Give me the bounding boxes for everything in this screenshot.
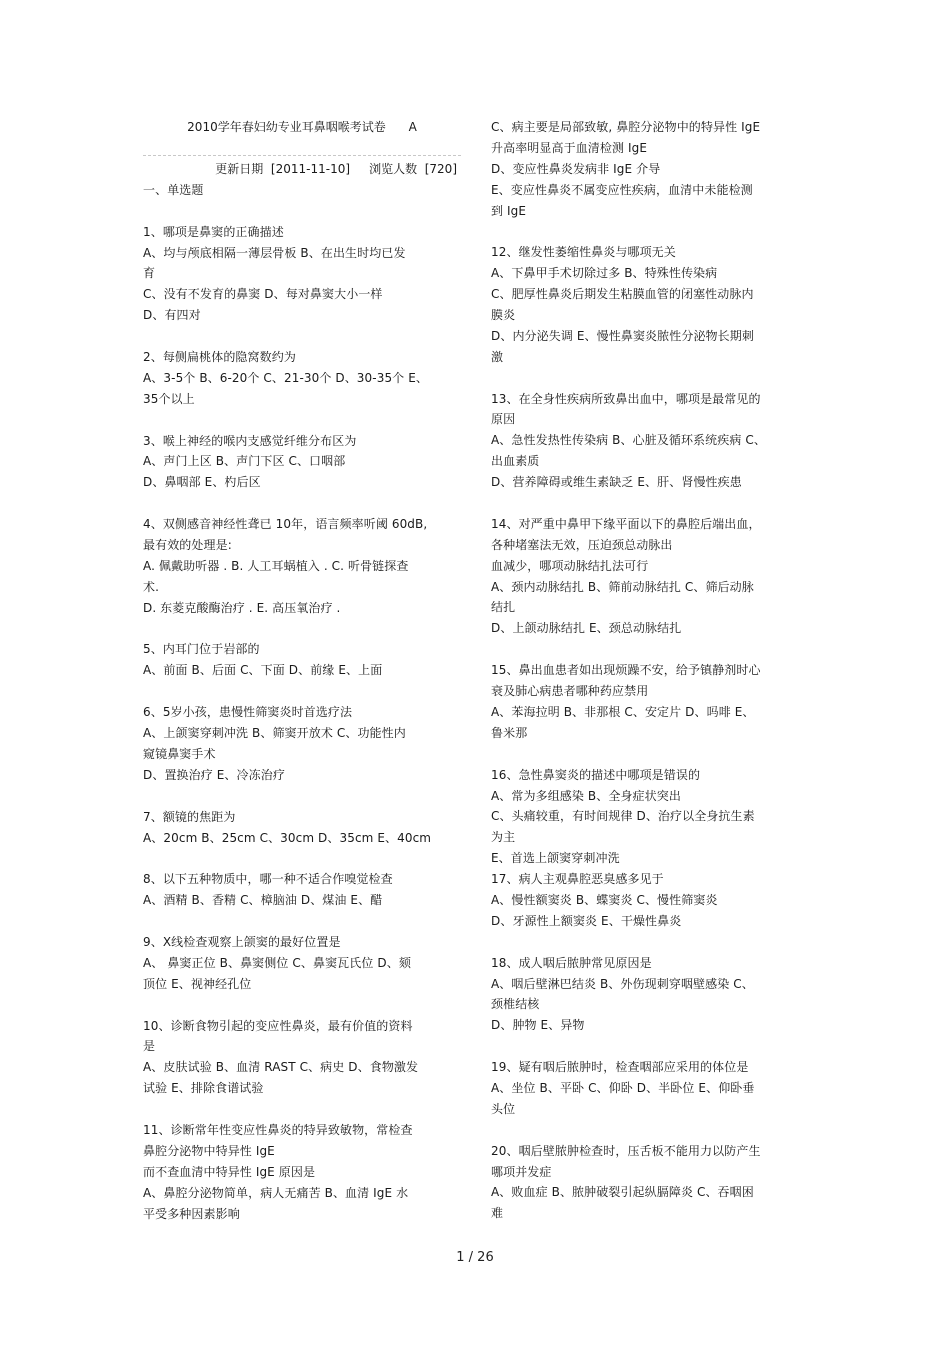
question-text: 13、在全身性疾病所致鼻出血中，哪项是最常见的 bbox=[491, 391, 761, 406]
question-text: 20、咽后壁脓肿检查时，压舌板不能用力以防产生 bbox=[491, 1143, 761, 1158]
question-line: A、颈内动脉结扎 B、筛前动脉结扎 C、筛后动脉 bbox=[491, 579, 754, 594]
question-line: A、咽后壁淋巴结炎 B、外伤现刺穿咽壁感染 C、 bbox=[491, 976, 754, 991]
question-line: 出血素质 bbox=[491, 454, 540, 469]
question-text: 9、X线检查观察上颌窦的最好位置是 bbox=[143, 934, 341, 949]
question-line: A、20cm B、25cm C、30cm D、35cm E、40cm bbox=[143, 830, 432, 845]
question-line: 难 bbox=[491, 1206, 504, 1221]
exam-title: 2010学年春妇幼专业耳鼻咽喉考试卷 A bbox=[187, 120, 417, 134]
question-text: 4、双侧感音神经性聋已 10年，语言频率听阈 60dB, bbox=[143, 517, 428, 532]
question-block bbox=[491, 869, 811, 932]
question-line: 衰及肺心病患者哪种药应禁用 bbox=[491, 684, 649, 699]
question-block bbox=[143, 1016, 461, 1100]
question-line: D、营养障碍或维生素缺乏 E、肝、肾慢性疾患 bbox=[491, 475, 742, 490]
question-block bbox=[491, 660, 811, 744]
question-text: 19、疑有咽后脓肿时，检查咽部应采用的体位是 bbox=[491, 1060, 749, 1075]
question-line: A、酒精 B、香精 C、樟脑油 D、煤油 E、醋 bbox=[143, 893, 383, 908]
question-text: 14、对严重中鼻甲下缘平面以下的鼻腔后端出血， bbox=[491, 516, 761, 531]
question-text: 16、急性鼻窦炎的描述中哪项是错误的 bbox=[491, 767, 701, 782]
question-text: 15、鼻出血患者如出现烦躁不安，给予镇静剂时心 bbox=[491, 663, 761, 678]
question-block bbox=[491, 1141, 811, 1225]
question-line: A. 佩戴助听器 . B. 人工耳蜗植入 . C. 听骨链探查 bbox=[143, 558, 409, 573]
question-line: 最有效的处理是: bbox=[143, 538, 232, 553]
question-text: 5、内耳门位于岩部的 bbox=[143, 642, 260, 657]
question-text: 17、病人主观鼻腔恶臭感多见于 bbox=[491, 872, 664, 887]
question-line: D、置换治疗 E、冷冻治疗 bbox=[143, 767, 285, 782]
question-text: 8、以下五种物质中，哪一种不适合作嗅觉检查 bbox=[143, 872, 393, 887]
question-line: 为主 bbox=[491, 830, 516, 845]
question-line: A、前面 B、后面 C、下面 D、前缘 E、上面 bbox=[143, 663, 383, 678]
question-line: D、变应性鼻炎发病非 IgE 介导 bbox=[491, 161, 661, 176]
question-line: A、3-5个 B、6-20个 C、21-30个 D、30-35个 E、 bbox=[143, 370, 428, 385]
question-line: 窥镜鼻窦手术 bbox=[143, 746, 216, 761]
question-block bbox=[143, 431, 461, 494]
question-block bbox=[491, 1057, 811, 1120]
question-line: 血减少，哪项动脉结扎法可行 bbox=[491, 558, 649, 573]
question-line: E、变应性鼻炎不属变应性疾病，血清中未能检测 bbox=[491, 182, 753, 197]
question-line: 哪项并发症 bbox=[491, 1164, 552, 1179]
question-block bbox=[491, 242, 811, 367]
question-block bbox=[143, 347, 461, 410]
question-line: A、常为多组感染 B、全身症状突出 bbox=[491, 788, 681, 803]
question-line: C、没有不发育的鼻窦 D、每对鼻窦大小一样 bbox=[143, 287, 383, 302]
question-block bbox=[143, 222, 461, 326]
question-line: 原因 bbox=[491, 412, 516, 427]
question-block bbox=[143, 807, 461, 849]
left-column bbox=[143, 117, 461, 1224]
question-line: A、声门上区 B、声门下区 C、口咽部 bbox=[143, 454, 346, 469]
question-line: D、有四对 bbox=[143, 308, 201, 323]
question-text: 10、诊断食物引起的变应性鼻炎，最有价值的资料 bbox=[143, 1018, 413, 1033]
question-line: 结扎 bbox=[491, 600, 516, 615]
question-line: D、内分泌失调 E、慢性鼻窦炎脓性分泌物长期刺 bbox=[491, 328, 754, 343]
question-text: C、病主要是局部致敏, 鼻腔分泌物中的特异性 IgE bbox=[491, 120, 761, 134]
question-line: 膜炎 bbox=[491, 308, 516, 323]
question-line: C、肥厚性鼻炎后期发生粘膜血管的闭塞性动脉内 bbox=[491, 287, 754, 302]
question-line: A、鼻腔分泌物简单，病人无痛苦 B、血清 IgE 水 bbox=[143, 1185, 409, 1200]
question-line: 激 bbox=[491, 349, 504, 364]
question-line: 头位 bbox=[491, 1101, 516, 1116]
question-text: 1、哪项是鼻窦的正确描述 bbox=[143, 224, 284, 239]
question-line: A、下鼻甲手术切除过多 B、特殊性传染病 bbox=[491, 266, 718, 281]
question-line: 各种堵塞法无效，压迫颈总动脉出 bbox=[491, 537, 673, 552]
section-heading: 一、单选题 bbox=[143, 182, 204, 197]
left-questions bbox=[143, 222, 461, 1225]
question-text: 18、成人咽后脓肿常见原因是 bbox=[491, 955, 652, 970]
question-line: A、败血症 B、脓肿破裂引起纵膈障炎 C、吞咽困 bbox=[491, 1185, 754, 1200]
question-line: 到 IgE bbox=[491, 203, 527, 218]
question-line: 育 bbox=[143, 266, 156, 281]
question-block bbox=[143, 639, 461, 681]
question-block bbox=[143, 514, 461, 618]
question-line: 术. bbox=[143, 579, 160, 594]
question-line: A、坐位 B、平卧 C、仰卧 D、半卧位 E、仰卧垂 bbox=[491, 1080, 755, 1095]
question-block bbox=[491, 953, 811, 1037]
question-line: A、急性发热性传染病 B、心脏及循环系统疾病 C、 bbox=[491, 433, 766, 448]
right-column bbox=[491, 117, 811, 1224]
question-text: 2、每侧扁桃体的隐窝数约为 bbox=[143, 350, 296, 365]
question-line: 颈椎结核 bbox=[491, 997, 540, 1012]
question-line: A、皮肤试验 B、血清 RAST C、病史 D、食物激发 bbox=[143, 1060, 419, 1075]
question-text: 11、诊断常年性变应性鼻炎的特异致敏物，常检查 bbox=[143, 1122, 413, 1137]
update-info: 更新日期 [2011-11-10] 浏览人数 [720] bbox=[215, 162, 457, 176]
question-text: 7、额镜的焦距为 bbox=[143, 809, 236, 824]
question-line: A、苯海拉明 B、非那根 C、安定片 D、吗啡 E、 bbox=[491, 704, 755, 719]
question-block bbox=[143, 869, 461, 911]
question-line: A、均与颅底相隔一薄层骨板 B、在出生时均已发 bbox=[143, 245, 406, 260]
question-block bbox=[491, 117, 811, 221]
question-line: A、慢性额窦炎 B、蝶窦炎 C、慢性筛窦炎 bbox=[491, 892, 718, 907]
question-block bbox=[491, 389, 811, 493]
question-line: D、上颌动脉结扎 E、颈总动脉结扎 bbox=[491, 621, 682, 636]
question-line: A、 鼻窦正位 B、鼻窦侧位 C、鼻窦瓦氏位 D、颏 bbox=[143, 955, 411, 970]
question-line: 而不查血清中特异性 IgE 原因是 bbox=[143, 1164, 316, 1179]
question-line: A、上颌窦穿刺冲洗 B、筛窦开放术 C、功能性内 bbox=[143, 726, 406, 741]
title-divider bbox=[143, 155, 461, 156]
question-text: 3、喉上神经的喉内支感觉纤维分布区为 bbox=[143, 433, 357, 448]
question-line: 平受多种因素影响 bbox=[143, 1206, 240, 1221]
question-line: 鼻腔分泌物中特异性 IgE bbox=[143, 1143, 275, 1158]
question-line: 顶位 E、视神经孔位 bbox=[143, 976, 252, 991]
question-line: 35个以上 bbox=[143, 391, 195, 406]
question-line: E、首选上颌窦穿刺冲洗 bbox=[491, 851, 620, 866]
question-line: 鲁米那 bbox=[491, 725, 528, 740]
question-text: 6、5岁小孩，患慢性筛窦炎时首选疗法 bbox=[143, 705, 353, 720]
question-line: 升高率明显高于血清检测 IgE bbox=[491, 140, 648, 155]
question-line: 试验 E、排除食谱试验 bbox=[143, 1081, 264, 1096]
question-block bbox=[491, 514, 811, 639]
question-line: D、肿物 E、异物 bbox=[491, 1018, 585, 1033]
question-line: D、鼻咽部 E、杓后区 bbox=[143, 475, 261, 490]
question-block bbox=[491, 765, 811, 869]
right-questions bbox=[491, 117, 811, 1224]
question-line: 是 bbox=[143, 1039, 156, 1054]
question-text: 12、继发性萎缩性鼻炎与哪项无关 bbox=[491, 245, 676, 260]
page-number: 1 / 26 bbox=[456, 1250, 494, 1265]
question-block bbox=[143, 1120, 461, 1224]
question-line: D. 东菱克酸酶治疗 . E. 高压氧治疗 . bbox=[143, 600, 341, 615]
question-block bbox=[143, 702, 461, 786]
question-block bbox=[143, 932, 461, 995]
question-line: D、牙源性上额窦炎 E、干燥性鼻炎 bbox=[491, 913, 682, 928]
question-line: C、头痛较重，有时间规律 D、治疗以全身抗生素 bbox=[491, 809, 755, 824]
